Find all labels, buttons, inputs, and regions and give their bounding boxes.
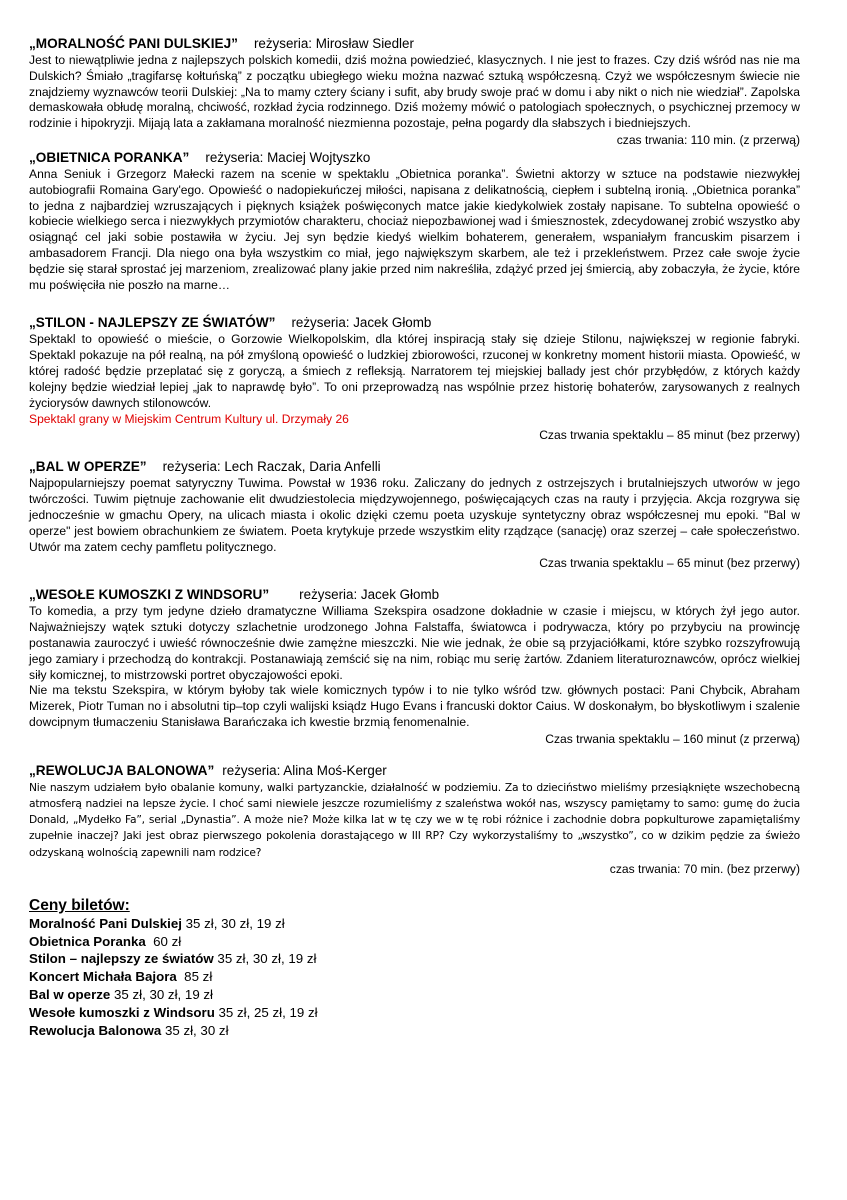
duration: czas trwania: 70 min. (bez przerwy)	[609, 861, 800, 876]
price-play-name: Bal w operze	[29, 986, 111, 1002]
ticket-prices	[29, 897, 800, 1040]
play-title: „MORALNOŚĆ PANI DULSKIEJ”	[29, 36, 238, 51]
price-row	[29, 968, 800, 986]
section-obietnica-poranka	[29, 150, 800, 293]
price-value: 35 zł, 30 zł, 19 zł	[213, 951, 317, 967]
price-play-name: Wesołe kumoszki z Windsoru	[29, 1004, 215, 1020]
price-play-name: Moralność Pani Dulskiej	[29, 915, 182, 931]
play-title: „STILON - NAJLEPSZY ZE ŚWIATÓW”	[29, 315, 276, 331]
section-heading	[29, 315, 800, 331]
description: To komedia, a przy tym jedyne dzieło dramatyczne Williama Szekspira osadzone dokładnie w czasie i miejscu, w których żył jego autor. Najważniejszy wątek sztuki dotyczy szlachetnie urodzonego Johna Falstaffa, światowca i podrywacza, który po przybyciu na prowincję postanawia zauroczyć i uwieść równocześnie dwie zamężne mieszczki. Nie wie jednak, że obie są przyjaciółkami, które szybko rozszyfrowują jego zamiary i przechodzą do kontrakcji. Postanawiają zemścić się na nim, robiąc mu serię żartów. Zdaniem literaturoznawców, oprócz wielkiej siły komicznej, to mistrzowski portret obyczajowości epoki.	[29, 604, 800, 682]
price-play-name: Obietnica Poranka	[29, 933, 146, 949]
director: reżyseria: Mirosław Siedler	[253, 36, 414, 51]
director: reżyseria: Maciej Wojtyszko	[205, 149, 371, 165]
section-wesole-kumoszki	[29, 587, 800, 746]
director: reżyseria: Lech Raczak, Daria Anfelli	[162, 459, 381, 475]
play-title: „BAL W OPERZE”	[29, 459, 147, 475]
duration: Czas trwania spektaklu – 160 minut (z przerwą)	[545, 731, 800, 746]
director: reżyseria: Jacek Głomb	[291, 315, 432, 331]
duration: Czas trwania spektaklu – 85 minut (bez przerwy)	[539, 428, 800, 443]
section-heading	[29, 763, 800, 779]
section-bal-w-operze	[29, 459, 800, 571]
price-value: 35 zł, 30 zł, 19 zł	[110, 986, 214, 1002]
section-heading	[29, 36, 800, 52]
duration: Czas trwania spektaklu – 65 minut (bez przerwy)	[539, 556, 800, 571]
description: Anna Seniuk i Grzegorz Małecki razem na scenie w spektaklu „Obietnica poranka”. Świetni aktorzy w sztuce na podstawie niezwykłej autobiografii Romaina Gary'ego. Opowieść o nadopiekuńczej miłości, napisana z delikatnością, ciepłem i subtelną ironią. „Obietnica poranka” to jedna z najbardziej wzruszających i pięknych książek poświęconych matce jakie kiedykolwiek zostały napisane. To subtelna opowieść o kobiecie wielkiego serca i niezwykłych przymiotów charakteru, chociaż niepozbawionej wad i śmiesznostek, zdecydowanej zrobić wszystko aby osiągnąć cel jaki sobie postawiła w życiu. Jej syn będzie kiedyś wielkim bohaterem, generałem, wspaniałym francuskim pisarzem i ambasadorem Francji. Dla niego ona była wszystkim co miał, jego największym skarbem, ale też i przekleństwem. Przez całe swoje życie będzie się starał sprostać jej marzeniom, zrealizować plany jakie przed nim nakreśliła, zdążyć przed jej śmiercią, aby zobaczyła, że życie, które mu poświęciła nie poszło na marne…	[29, 166, 800, 292]
price-play-name: Koncert Michała Bajora	[29, 969, 177, 985]
section-rewolucja-balonowa	[29, 763, 800, 877]
price-row	[29, 986, 800, 1004]
description: Nie ma tekstu Szekspira, w którym byłoby tak wiele komicznych typów i to nie tylko wśród tzw. głównych postaci: Pani Chybcik, Abraham Mizerek, Piotr Tuman no i absolutni tip–top czyli walijski ksiądz Hugo Evans i francuski doktor Caius. W doskonałym, bo błyskotliwym i szalenie dowcipnym tłumaczeniu Stanisława Barańczaka ich kwestie brzmią fenomenalnie.	[29, 683, 800, 729]
section-heading	[29, 459, 800, 475]
description: Jest to niewątpliwie jedna z najlepszych polskich komedii, dziś można powiedzieć, klasycznych. I nie jest to frazes. Czy dziś wśród nas nie ma Dulskich? Śmiało „tragifarsę kołtuńską” z początku ubiegłego wieku można nazwać sztuką współczesną. Czyż we współczesnym świecie nie znajdziemy wyznawców teorii Dulskiej: „Na to mamy cztery ściany i sufit, aby brudy swoje prać w domu i aby nikt o nich nie wiedział”. Zapolska demaskowała obłudę moralną, chciwość, rozkład życia rodzinnego. Dziś możemy mówić o patologiach społecznych, o psychicznej przemocy w rodzinie i hipokryzji. Mijają lata a zakłamana moralność niezmienna pozostaje, pełna pogardy dla słabszych i biedniejszych.	[29, 53, 800, 131]
section-heading	[29, 587, 800, 603]
description: Najpopularniejszy poemat satyryczny Tuwima. Powstał w 1936 roku. Zaliczany do jednych z ostrzejszych i brutalniejszych utworów w jego twórczości. Tuwim piętnuje zachowanie elit dwudziestolecia międzywojennego, poświęcających czas na rauty i przyjęcia. Akcja rozgrywa się jednocześnie w gmachu Opery, na ulicach miasta i okolic dzięki czemu poeta uzyskuje syntetyczny obraz współczesnej mu epoki. "Bal w operze" jest bowiem obrachunkiem ze światem. Poeta krytykuje przede wszystkim elity rządzące (sanację) oraz szerzej – całe społeczeństwo. Utwór ma zatem cechy pamfletu politycznego.	[29, 476, 800, 554]
director: reżyseria: Alina Moś-Kerger	[222, 762, 387, 778]
price-row	[29, 915, 800, 933]
price-row	[29, 1004, 800, 1022]
price-row	[29, 950, 800, 968]
price-row	[29, 1022, 800, 1040]
price-play-name: Stilon – najlepszy ze światów	[29, 951, 214, 967]
play-title: „WESOŁE KUMOSZKI Z WINDSORU”	[29, 587, 270, 603]
section-moralnosc-pani-dulskiej	[29, 36, 800, 148]
play-title: „REWOLUCJA BALONOWA”	[29, 762, 215, 778]
prices-title: Ceny biletów:	[29, 896, 130, 914]
price-play-name: Rewolucja Balonowa	[29, 1022, 162, 1038]
duration: czas trwania: 110 min. (z przerwą)	[616, 132, 800, 147]
price-value: 60 zł	[145, 933, 182, 949]
price-value: 35 zł, 30 zł, 19 zł	[181, 915, 285, 931]
play-title: „OBIETNICA PORANKA”	[29, 149, 190, 165]
description: Spektakl to opowieść o mieście, o Gorzowie Wielkopolskim, dla której inspiracją stały się dzieje Stilonu, największej w regionie fabryki. Spektakl pokazuje na pół realną, na pół zmyśloną opowieść o ludzkiej zbiorowości, rzuconej w konkretny moment historii miasta. Opowieść, w której radość będzie przeplatać się z goryczą, a śmiech z refleksją. Narratorem tej miejskiej ballady jest chór przybłędów, z których każdy kolejny będzie wiedział lepiej „jak to naprawdę było”. To oni przeprowadzą nas wspólnie przez historię bohaterów, zarysowanych z realnych życiorysów dawnych stilonowców.	[29, 332, 800, 410]
price-value: 85 zł	[176, 969, 213, 985]
price-value: 35 zł, 30 zł	[161, 1022, 229, 1038]
section-heading	[29, 150, 800, 166]
director: reżyseria: Jacek Głomb	[299, 587, 440, 603]
price-row	[29, 933, 800, 951]
price-value: 35 zł, 25 zł, 19 zł	[214, 1004, 318, 1020]
venue-note: Spektakl grany w Miejskim Centrum Kultury ul. Drzymały 26	[29, 412, 349, 427]
document-page	[29, 36, 800, 1039]
section-stilon	[29, 315, 800, 443]
description: Nie naszym udziałem było obalanie komuny, walki partyzanckie, działalność w podziemiu. Za to dzieciństwo mieliśmy przesiąknięte wszechobecną atmosferą nadziei na lepsze życie. I choć sami niewiele jeszcze rozumieliśmy z szaleństwa wokół nas, wszyscy pamiętamy to samo: gumę do żucia Donald, „Mydełko Fa”, serial „Dynastia”. A może nie? Może kilka lat w tę czy we w tę robi różnice i zachodnie dobra popkulturowe zapamiętaliśmy zupełnie inaczej? Jaki jest obraz pierwszego pokolenia dorastającego w III RP? Czy wykorzystaliśmy to „wszystko”, co w dzikim pędzie za świeżo odzyskaną wolnością zapewnili nam rodzice?	[29, 780, 800, 859]
